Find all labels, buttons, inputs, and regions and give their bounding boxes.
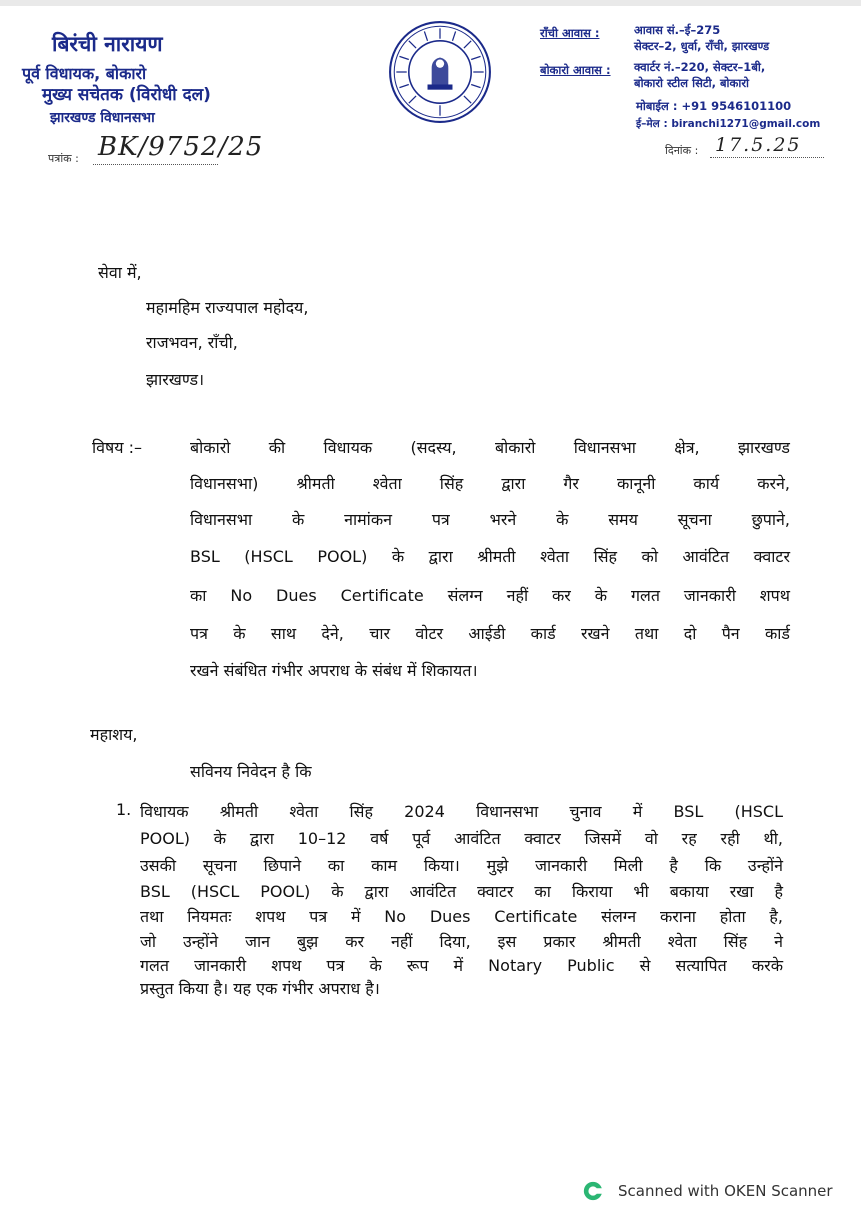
ranchi-address-line-1: आवास सं.–ई–275 — [634, 23, 721, 37]
scan-top-border — [0, 0, 861, 6]
sender-post-chief-whip: मुख्य सचेतक (विरोधी दल) — [42, 85, 211, 105]
bokaro-address-line-2: बोकारो स्टील सिटी, बोकारो — [634, 76, 750, 90]
recipient-line-governor: महामहिम राज्यपाल महोदय, — [146, 298, 309, 317]
recipient-line-state: झारखण्ड। — [146, 370, 205, 389]
subject-line: रखने संबंधित गंभीर अपराध के संबंध में शिकायत। — [190, 661, 478, 680]
subject-line: BSL (HSCL POOL) के द्वारा श्रीमती श्वेता सिंह को आवंटित क्वाटर — [190, 547, 790, 566]
subject-line: बोकारो की विधायक (सदस्य, बोकारो विधानसभा क्षेत्र, झारखण्ड — [190, 438, 790, 457]
email-address: ई–मेल : biranchi1271@gmail.com — [636, 118, 821, 130]
reference-dotted-line — [93, 164, 218, 165]
recipient-line-rajbhavan: राजभवन, राँची, — [146, 333, 238, 352]
reference-number: BK/9752/25 — [98, 132, 264, 162]
date-label: दिनांक : — [665, 144, 699, 157]
sender-name: बिरंची नारायण — [52, 32, 163, 56]
scanner-watermark-text: Scanned with OKEN Scanner — [618, 1182, 833, 1200]
reference-label: पत्रांक : — [48, 152, 79, 165]
point-line: जो उन्होंने जान बुझ कर नहीं दिया, इस प्रकार श्रीमती श्वेता सिंह ने — [140, 932, 783, 951]
subject-line: का No Dues Certificate संलग्न नहीं कर के गलत जानकारी शपथ — [190, 586, 790, 605]
scanner-watermark — [582, 1180, 833, 1202]
sender-post-assembly: झारखण्ड विधानसभा — [50, 110, 155, 126]
subject-label: विषय :– — [92, 438, 143, 457]
point-number: 1. — [116, 800, 132, 819]
greeting: महाशय, — [90, 725, 138, 744]
recipient-salutation: सेवा में, — [98, 263, 142, 282]
ranchi-address-label: राँची आवास : — [540, 26, 600, 40]
mobile-number: मोबाईल : +91 9546101100 — [636, 99, 792, 113]
point-line: BSL (HSCL POOL) के द्वारा आवंटित क्वाटर का किराया भी बकाया रखा है — [140, 882, 783, 901]
point-line: तथा नियमतः शपथ पत्र में No Dues Certificate संलग्न कराना होता है, — [140, 907, 783, 926]
subject-line: पत्र के साथ देने, चार वोटर आईडी कार्ड रखने तथा दो पैन कार्ड — [190, 624, 790, 643]
point-line: उसकी सूचना छिपाने का काम किया। मुझे जानकारी मिली है कि उन्होंने — [140, 856, 783, 875]
subject-line: विधानसभा के नामांकन पत्र भरने के समय सूचना छुपाने, — [190, 510, 790, 529]
date-value: 17.5.25 — [715, 134, 802, 156]
point-line: प्रस्तुत किया है। यह एक गंभीर अपराध है। — [140, 979, 380, 998]
ranchi-address-line-2: सेक्टर–2, धुर्वा, राँची, झारखण्ड — [634, 39, 770, 53]
date-dotted-line — [710, 157, 824, 158]
point-line: POOL) के द्वारा 10–12 वर्ष पूर्व आवंटित क्वाटर जिसमें वो रह रही थी, — [140, 829, 783, 848]
sender-post-former-mla: पूर्व विधायक, बोकारो — [22, 64, 147, 83]
intro-line: सविनय निवेदन है कि — [190, 762, 312, 781]
bokaro-address-label: बोकारो आवास : — [540, 63, 611, 77]
point-line: विधायक श्रीमती श्वेता सिंह 2024 विधानसभा चुनाव में BSL (HSCL — [140, 802, 783, 821]
oken-scanner-logo-icon — [582, 1180, 604, 1202]
subject-line: विधानसभा) श्रीमती श्वेता सिंह द्वारा गैर कानूनी कार्य करने, — [190, 474, 790, 493]
bokaro-address-line-1: क्वार्टर नं.–220, सेक्टर–1बी, — [634, 60, 766, 74]
point-line: गलत जानकारी शपथ पत्र के रूप में Notary Public से सत्यापित करके — [140, 956, 783, 975]
assembly-seal-icon — [388, 20, 492, 124]
